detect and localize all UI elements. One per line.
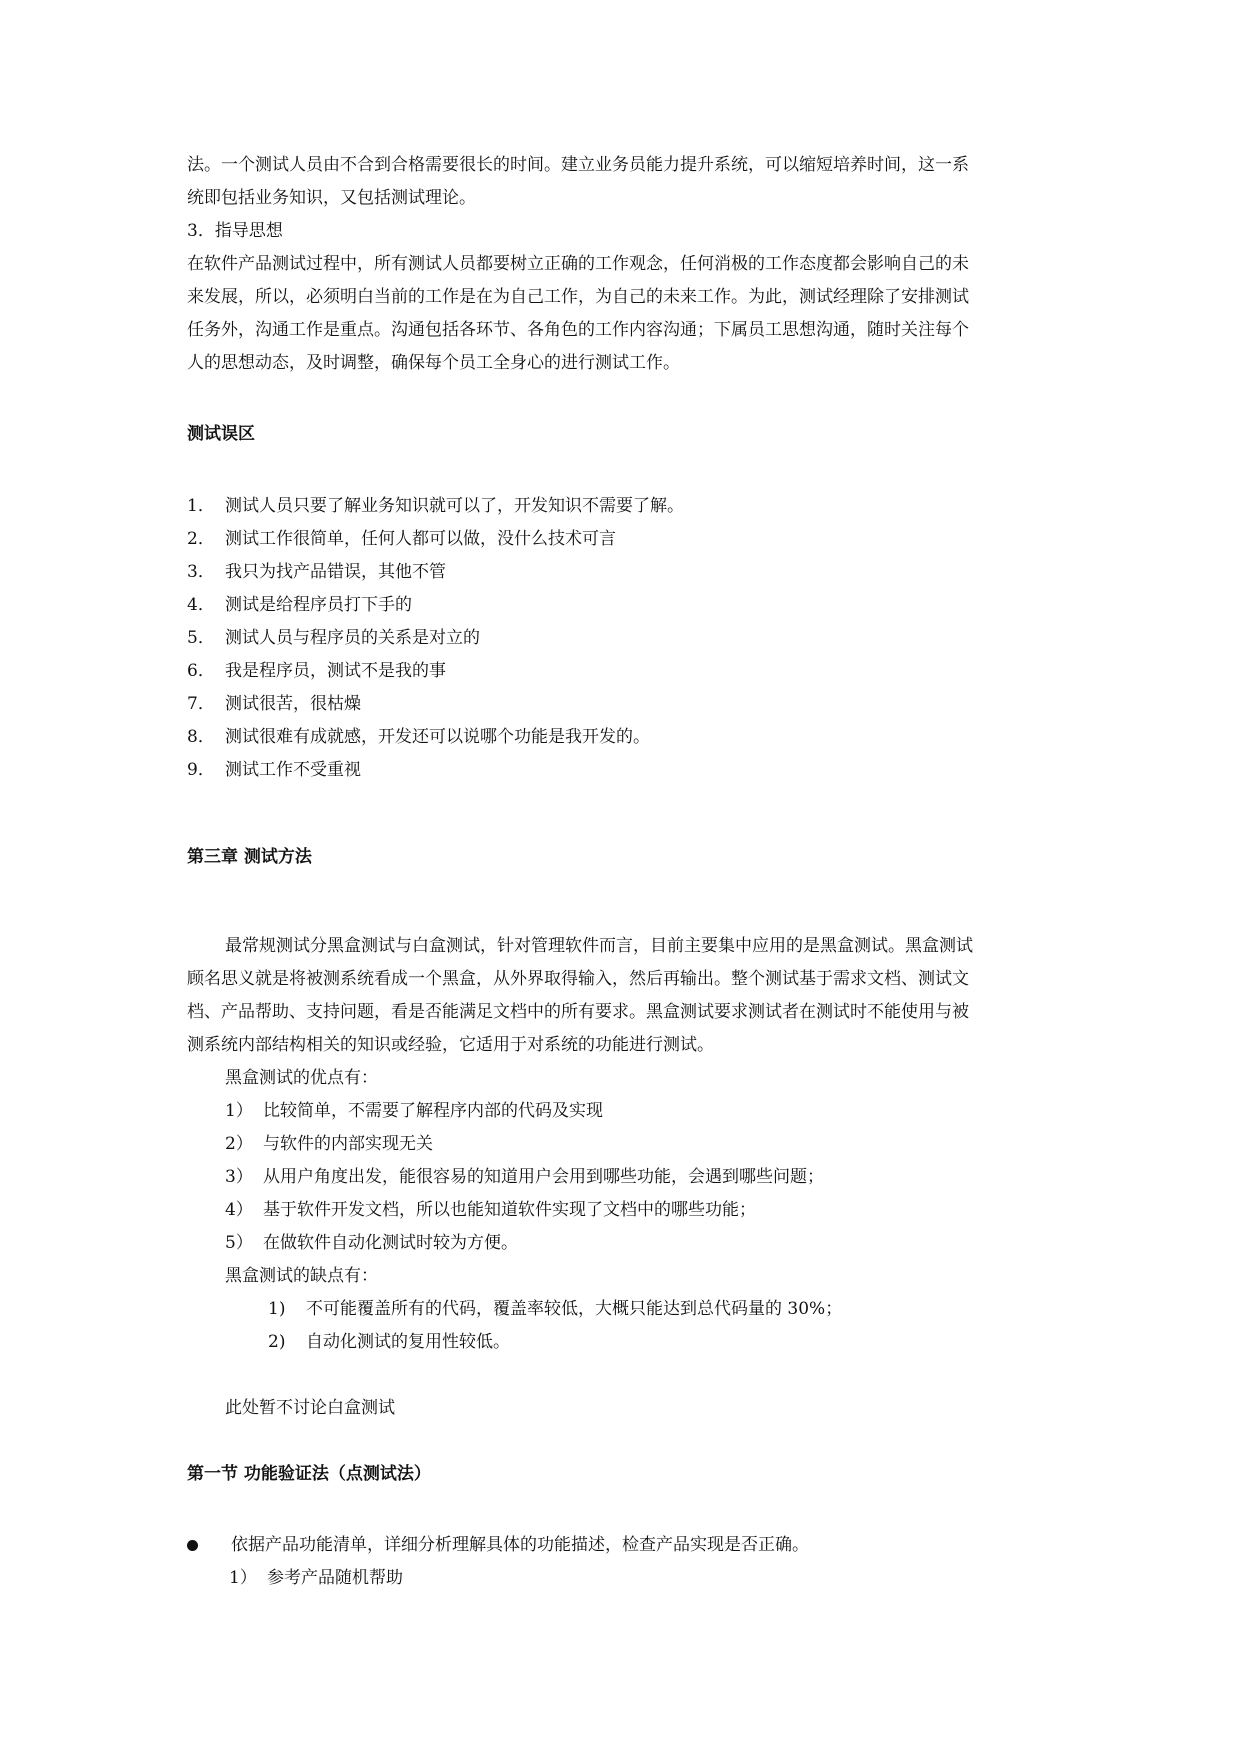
list-item: 1） 比较简单，不需要了解程序内部的代码及实现	[225, 1101, 603, 1121]
list-item: 4） 基于软件开发文档，所以也能知道软件实现了文档中的哪些功能；	[225, 1200, 756, 1220]
list-item: 1． 测试人员只要了解业务知识就可以了，开发知识不需要了解。	[187, 496, 684, 516]
misconceptions-heading: 测试误区	[187, 424, 255, 444]
guiding-line-4: 人的思想动态，及时调整，确保每个员工全身心的进行测试工作。	[187, 353, 680, 373]
list-item: 3） 从用户角度出发，能很容易的知道用户会用到哪些功能，会遇到哪些问题；	[225, 1167, 824, 1187]
intro-line-1: 法。一个测试人员由不合到合格需要很长的时间。建立业务员能力提升系统，可以缩短培养时间，这一系	[187, 155, 969, 175]
list-item: 5． 测试人员与程序员的关系是对立的	[187, 628, 480, 648]
list-item: 8． 测试很难有成就感，开发还可以说哪个功能是我开发的。	[187, 727, 650, 747]
list-item: 2． 测试工作很简单，任何人都可以做，没什么技术可言	[187, 529, 616, 549]
list-item: 2) 自动化测试的复用性较低。	[268, 1332, 510, 1352]
list-item: 7． 测试很苦，很枯燥	[187, 694, 361, 714]
chapter3-para-line-3: 档、产品帮助、支持问题，看是否能满足文档中的所有要求。黑盒测试要求测试者在测试时不能使用与被	[187, 1002, 969, 1022]
guiding-heading: 3．指导思想	[187, 221, 283, 241]
chapter3-para-line-1: 最常规测试分黑盒测试与白盒测试，针对管理软件而言，目前主要集中应用的是黑盒测试。黑盒测试	[225, 936, 973, 956]
disadvantages-label: 黑盒测试的缺点有：	[225, 1266, 378, 1286]
guiding-line-3: 任务外，沟通工作是重点。沟通包括各环节、各角色的工作内容沟通；下属员工思想沟通，随时关注每个	[187, 320, 969, 340]
advantages-label: 黑盒测试的优点有：	[225, 1068, 378, 1088]
list-item: 1） 参考产品随机帮助	[229, 1568, 403, 1588]
list-item: 3． 我只为找产品错误，其他不管	[187, 562, 446, 582]
chapter3-para-line-4: 测系统内部结构相关的知识或经验，它适用于对系统的功能进行测试。	[187, 1035, 714, 1055]
bullet-item: 依据产品功能清单，详细分析理解具体的功能描述，检查产品实现是否正确。	[187, 1534, 809, 1556]
section1-heading: 第一节 功能验证法（点测试法）	[187, 1464, 431, 1484]
guiding-line-2: 来发展，所以，必须明白当前的工作是在为自己工作，为自己的未来工作。为此，测试经理除了安排测试	[187, 287, 969, 307]
list-item: 4． 测试是给程序员打下手的	[187, 595, 412, 615]
chapter3-para-line-2: 顾名思义就是将被测系统看成一个黑盒，从外界取得输入，然后再输出。整个测试基于需求文档、测试文	[187, 969, 969, 989]
white-box-note: 此处暂不讨论白盒测试	[225, 1398, 395, 1418]
intro-line-2: 统即包括业务知识，又包括测试理论。	[187, 188, 476, 208]
list-item: 1) 不可能覆盖所有的代码，覆盖率较低，大概只能达到总代码量的 30%；	[268, 1299, 843, 1319]
list-item: 2） 与软件的内部实现无关	[225, 1134, 433, 1154]
guiding-line-1: 在软件产品测试过程中，所有测试人员都要树立正确的工作观念，任何消极的工作态度都会影响自己的未	[187, 254, 969, 274]
list-item: 6． 我是程序员，测试不是我的事	[187, 661, 446, 681]
list-item: 5） 在做软件自动化测试时较为方便。	[225, 1233, 518, 1253]
chapter3-heading: 第三章 测试方法	[187, 847, 312, 867]
list-item: 9． 测试工作不受重视	[187, 760, 361, 780]
bullet-icon	[187, 1540, 198, 1551]
